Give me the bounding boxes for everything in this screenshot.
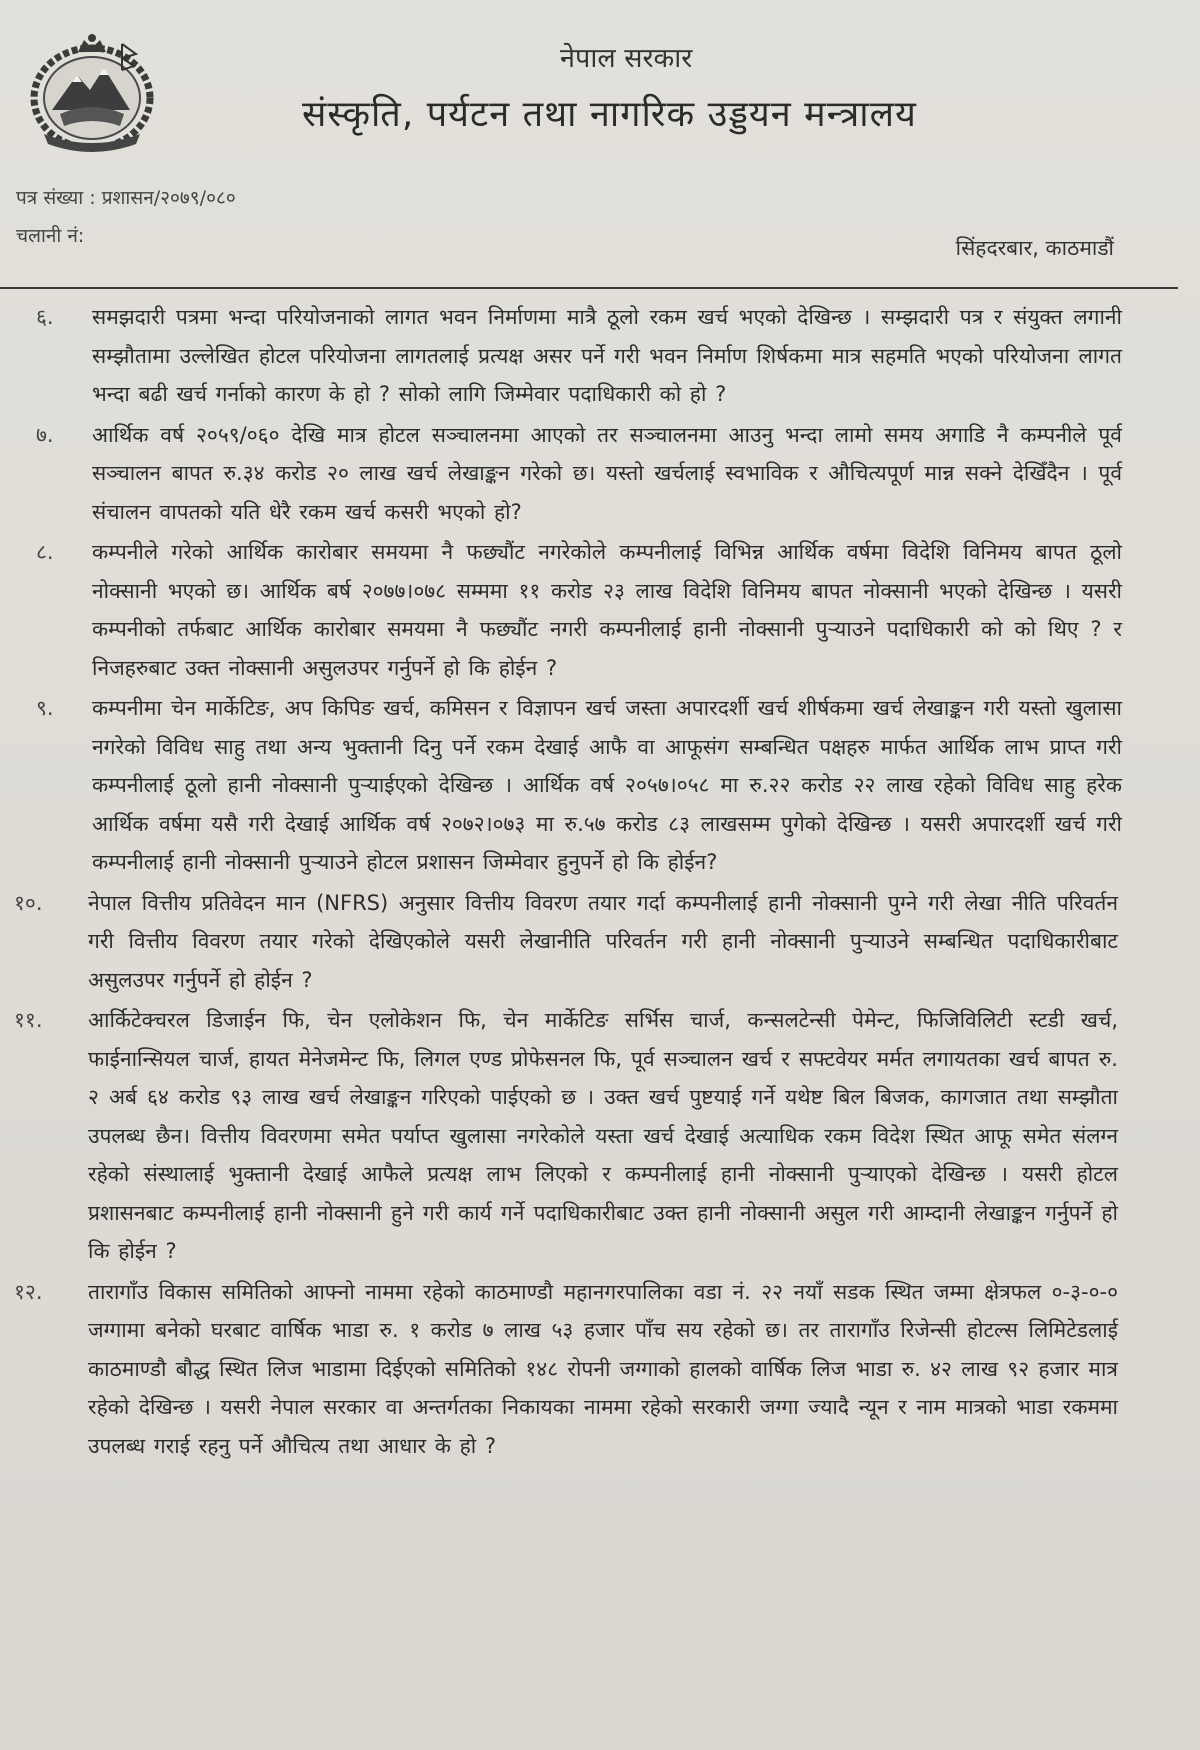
question-text: आर्किटेक्चरल डिजाईन फि, चेन एलोकेशन फि, चेन मार्केटिङ सर्भिस चार्ज, कन्सलटेन्सी पेमेन्ट, फिजिविलिटी स्टडी खर्च, फाईनान्सियल चार्ज, हायत मेनेजमेन्ट फि, लिगल एण्ड प्रोफेसनल फि, पूर्व सञ्चालन खर्च र सफ्टवेयर मर्मत लगायतका खर्च बापत रु. २ अर्ब ६४ करोड ९३ लाख खर्च लेखाङ्कन गरिएको पाईएको छ । उक्त खर्च पुष्टयाई गर्ने यथेष्ट बिल बिजक, कागजात तथा सम्झौता उपलब्ध छैन। वित्तीय विवरणमा समेत पर्याप्त खुलासा नगरेकोले यस्ता खर्च देखाई अत्याधिक रकम विदेश स्थित आफू समेत संलग्न रहेको संस्थालाई भुक्तानी देखाई आफैले प्रत्यक्ष लाभ लिएको र कम्पनीलाई हानी नोक्सानी पुऱ्याएको देखिन्छ । यसरी होटल प्रशासनबाट कम्पनीलाई हानी नोक्सानी हुने गरी कार्य गर्ने पदाधिकारीबाट उक्त हानी नोक्सानी असुल गरी आम्दानी लेखाङ्कन गर्नुपर्ने हो कि होईन ? [88,1008,1118,1263]
nepal-government-emblem-icon [22,30,162,155]
question-item-8 [0,533,1200,687]
letter-reference-number: पत्र संख्या : प्रशासन/२०७९/०८० [16,187,236,209]
government-name: नेपाल सरकार [560,43,693,74]
question-item-7 [0,416,1200,532]
question-item-6 [0,298,1200,414]
ministry-name: संस्कृति, पर्यटन तथा नागरिक उड्डयन मन्त्रालय [302,94,917,135]
question-number: ७. [36,422,54,447]
question-number: ११. [14,1008,43,1032]
header-divider [0,287,1178,289]
question-text: कम्पनीले गरेको आर्थिक कारोबार समयमा नै फछ्यौंट नगरेकोले कम्पनीलाई विभिन्न आर्थिक वर्षमा विदेशि विनिमय बापत ठूलो नोक्सानी भएको छ। आर्थिक बर्ष २०७७।०७८ सम्ममा ११ करोड २३ लाख विदेशि विनिमय बापत नोक्सानी भएको देखिन्छ । यसरी कम्पनीको तर्फबाट आर्थिक कारोबार समयमा नै फछ्यौंट नगरी कम्पनीलाई हानी नोक्सानी पुऱ्याउने पदाधिकारी को को थिए ? र निजहरुबाट उक्त नोक्सानी असुलउपर गर्नुपर्ने हो कि होईन ? [92,540,1122,680]
question-number: ६. [36,305,54,329]
question-number: ८. [36,540,54,564]
question-text: नेपाल वित्तीय प्रतिवेदन मान (NFRS) अनुसार वित्तीय विवरण तयार गर्दा कम्पनीलाई हानी नोक्सानी पुग्ने गरी लेखा नीति परिवर्तन गरी वित्तीय विवरण तयार गरेको देखिएकोले यसरी लेखानीति परिवर्तन गरी हानी नोक्सानी पुऱ्याउने सम्बन्धित पदाधिकारीबाट असुलउपर गर्नुपर्ने हो होईन ? [88,890,1118,992]
question-text: समझदारी पत्रमा भन्दा परियोजनाको लागत भवन निर्माणमा मात्रै ठूलो रकम खर्च भएको देखिन्छ । सम्झदारी पत्र र संयुक्त लगानी सम्झौतामा उल्लेखित होटल परियोजना लागतलाई प्रत्यक्ष असर पर्ने गरी भवन निर्माण शिर्षकमा मात्र सहमति भएको परियोजना लागत भन्दा बढी खर्च गर्नाको कारण के हो ? सोको लागि जिम्मेवार पदाधिकारी को हो ? [92,305,1122,406]
question-number: १०. [14,890,43,915]
question-text: कम्पनीमा चेन मार्केटिङ, अप किपिङ खर्च, कमिसन र विज्ञापन खर्च जस्ता अपारदर्शी खर्च शीर्षकमा खर्च लेखाङ्कन गरी यस्तो खुलासा नगरेको विविध साहु तथा अन्य भुक्तानी दिनु पर्ने रकम देखाई आफै वा आफूसंग सम्बन्धित पक्षहरु मार्फत आर्थिक लाभ प्राप्त गरी कम्पनीलाई ठूलो हानी नोक्सानी पुऱ्याईएको देखिन्छ । आर्थिक वर्ष २०५७।०५८ मा रु.२२ करोड २२ लाख रहेको विविध साहु हरेक आर्थिक वर्षमा यसै गरी देखाई आर्थिक वर्ष २०७२।०७३ मा रु.५७ करोड ८३ लाखसम्म पुगेको देखिन्छ । यसरी अपारदर्शी खर्च गरी कम्पनीलाई हानी नोक्सानी पुऱ्याउने होटल प्रशासन जिम्मेवार हुनुपर्ने हो कि होईन? [92,696,1122,874]
question-item-10 [0,884,1200,1000]
question-number: १२. [14,1279,43,1304]
question-item-11 [0,1001,1200,1271]
question-text: आर्थिक वर्ष २०५९/०६० देखि मात्र होटल सञ्चालनमा आएको तर सञ्चालनमा आउनु भन्दा लामो समय अगाडि नै कम्पनीले पूर्व सञ्चालन बापत रु.३४ करोड २० लाख खर्च लेखाङ्कन गरेको छ। यस्तो खर्चलाई स्वभाविक र औचित्यपूर्ण मान्न सक्ने देखिँदैन । पूर्व संचालन वापतको यति धेरै रकम खर्च कसरी भएको हो? [92,422,1122,524]
question-item-12 [0,1273,1200,1466]
office-location: सिंहदरबार, काठमाडौं [955,236,1114,260]
question-list [0,298,1200,1467]
question-text: तारागाँउ विकास समितिको आफ्नो नाममा रहेको काठमाण्डौ महानगरपालिका वडा नं. २२ नयाँ सडक स्थित जम्मा क्षेत्रफल ०-३-०-० जग्गामा बनेको घरबाट वार्षिक भाडा रु. १ करोड ७ लाख ५३ हजार पाँच सय रहेको छ। तर तारागाँउ रिजेन्सी होटल्स लिमिटेडलाई काठमाण्डौ बौद्ध स्थित लिज भाडामा दिईएको समितिको १४८ रोपनी जग्गाको हालको वार्षिक लिज भाडा रु. ४२ लाख ९२ हजार मात्र रहेको देखिन्छ । यसरी नेपाल सरकार वा अन्तर्गतका निकायका नाममा रहेको सरकारी जग्गा ज्यादै न्यून र नाम मात्रको भाडा रकममा उपलब्ध गराई रहनु पर्ने औचित्य तथा आधार के हो ? [88,1279,1118,1458]
question-number: ९. [36,696,54,720]
dispatch-number: चलानी नं: [16,225,85,247]
question-item-9 [0,689,1200,882]
